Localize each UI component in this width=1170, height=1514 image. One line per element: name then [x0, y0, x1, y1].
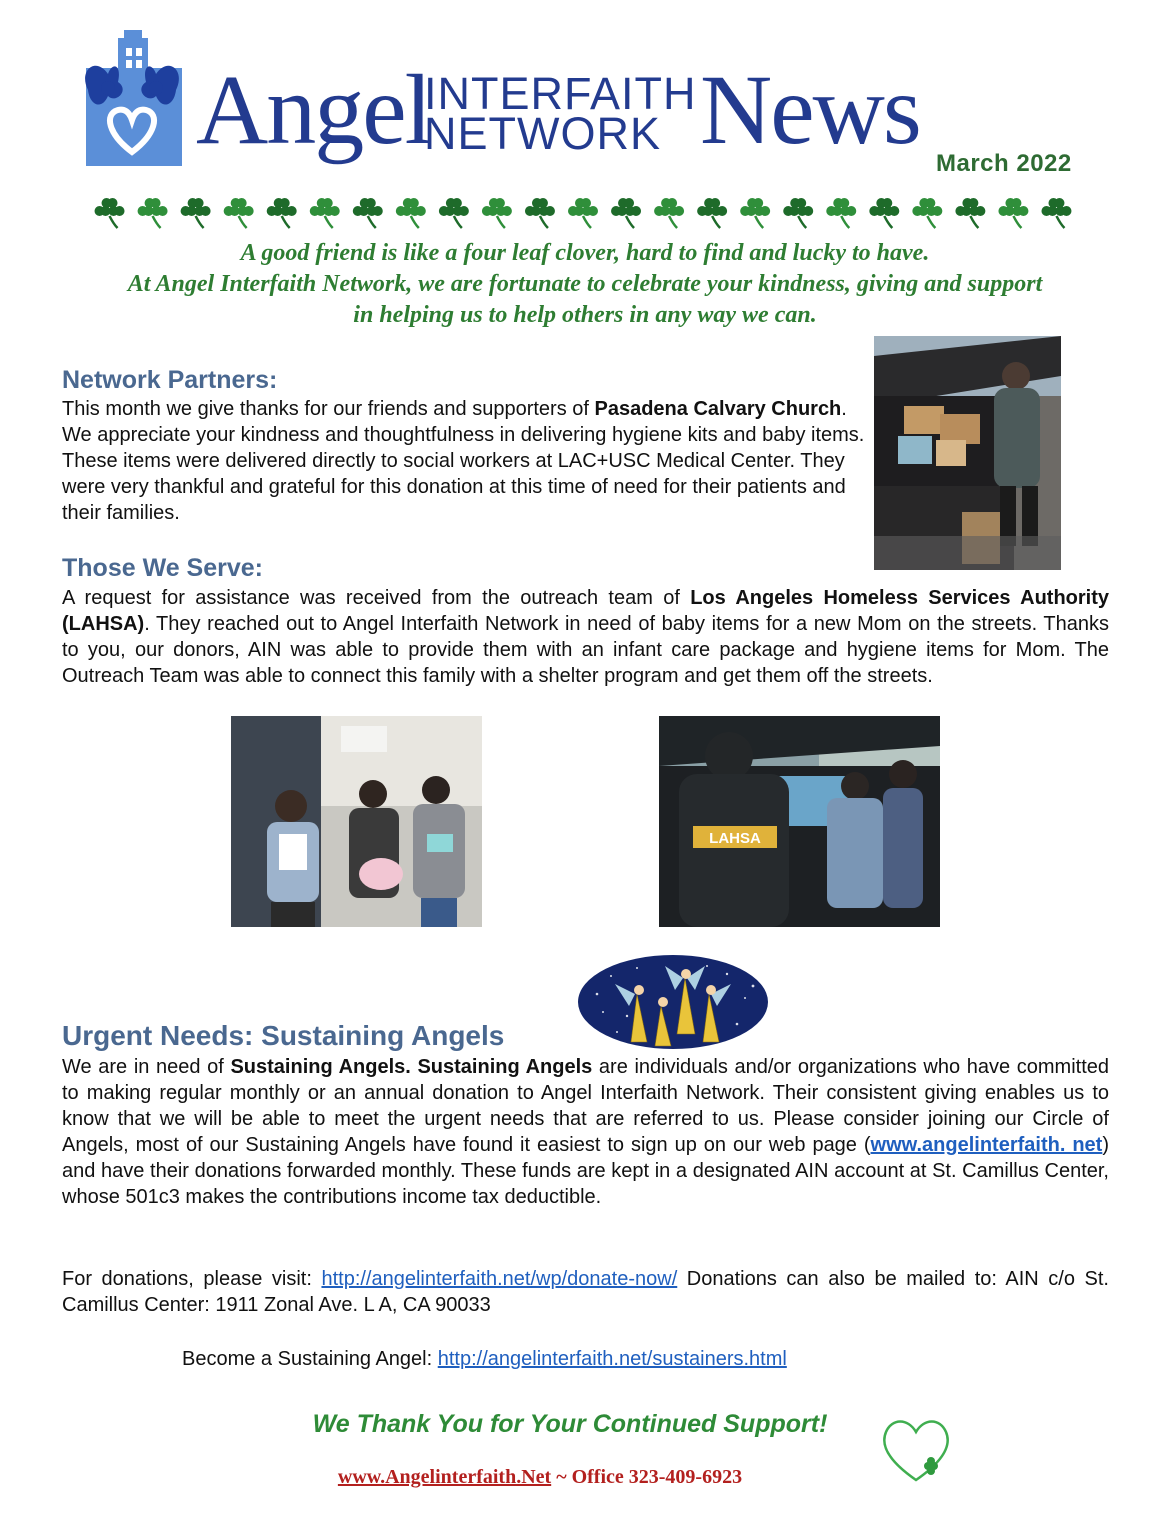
shamrock-icon [611, 198, 641, 228]
urgent-text-c: are individuals and/or organizations who have committed to making regular monthly or an annual donation to Angel Interfaith Network. Their consistent giving enables us to know that we will be able to meet the urgent needs that are referred to us. Please consider joining our Circle of Angels, most of our Sustaining Angels have found it easiest to sign up on our web page ( [62, 1056, 1109, 1156]
urgent-text [62, 1054, 1109, 1210]
donate-text [62, 1266, 1109, 1318]
footer-office: ~ Office 323-409-6923 [551, 1466, 743, 1488]
serve-title: Those We Serve: [62, 554, 264, 582]
photo-lahsa-team-at-car [659, 716, 940, 927]
website-link[interactable]: www.angelinterfaith. net [870, 1134, 1103, 1156]
shamrock-row [88, 190, 1078, 232]
footer-site-link[interactable]: www.Angelinterfaith.Net [337, 1466, 552, 1488]
serve-text [62, 585, 1109, 689]
shamrock-icon [396, 198, 426, 228]
shamrock-icon [998, 198, 1028, 228]
masthead-interfaith: INTERFAITH [424, 68, 697, 119]
urgent-bold-1: Sustaining Angels. [230, 1056, 411, 1078]
urgent-text-a: We are in need of [62, 1056, 231, 1078]
partners-church: Pasadena Calvary Church [594, 398, 842, 420]
shamrock-icon [525, 198, 555, 228]
partners-title: Network Partners: [62, 366, 278, 394]
shamrock-icon [439, 198, 469, 228]
shamrock-icon [95, 198, 125, 228]
photo-family-baby-items [231, 716, 482, 927]
shamrock-icon [482, 198, 512, 228]
footer [0, 1466, 1080, 1489]
urgent-title: Urgent Needs: Sustaining Angels [62, 1020, 505, 1051]
lahsa-jacket-text: LAHSA [709, 830, 761, 847]
motto-line-3: in helping us to help others in any way we can. [353, 302, 817, 328]
angels-circle-icon [577, 954, 769, 1050]
serve-body: . They reached out to Angel Interfaith Network in need of baby items for a new Mom on the streets. Thanks to you, our donors, AIN was able to provide them with an infant care package and hygiene items for Mom. The Outreach Team was able to connect this family with a shelter program and get them off the streets. [62, 613, 1109, 687]
become-text [182, 1346, 982, 1372]
masthead-interfaith-network [424, 68, 697, 159]
shamrock-icon [353, 198, 383, 228]
serve-intro: A request for assistance was received from the outreach team of [62, 587, 691, 609]
shamrock-icon [267, 198, 297, 228]
thank-you: We Thank You for Your Continued Support! [312, 1410, 828, 1438]
masthead-news: News [700, 54, 920, 165]
serve-org: Los Angeles Homeless Services Authority (LAHSA) [62, 587, 1110, 635]
shamrock-icon [826, 198, 856, 228]
donate-prefix: For donations, please visit: [62, 1268, 322, 1290]
angel-logo-icon [78, 30, 186, 168]
donate-link[interactable]: http://angelinterfaith.net/wp/donate-now/ [321, 1268, 678, 1290]
masthead-network: NETWORK [424, 108, 661, 159]
shamrock-icon [912, 198, 942, 228]
shamrock-icon [654, 198, 684, 228]
shamrock-icon [1041, 198, 1071, 228]
motto-line-2: At Angel Interfaith Network, we are fortunate to celebrate your kindness, giving and support [127, 271, 1043, 297]
become-prefix: Become a Sustaining Angel: [182, 1348, 438, 1370]
motto-line-1: A good friend is like a four leaf clover, hard to find and lucky to have. [240, 240, 930, 266]
urgent-text-d: ) and have their donations forwarded monthly. These funds are kept in a designated AIN account at St. Camillus Center, whose 501c3 makes the contributions income tax deductible. [62, 1134, 1109, 1208]
partners-intro: This month we give thanks for our friends and supporters of [62, 398, 595, 420]
shamrock-icon [783, 198, 813, 228]
masthead-angel: Angel [196, 54, 431, 165]
motto [30, 238, 1140, 331]
shamrock-icon [181, 198, 211, 228]
shamrock-icon [740, 198, 770, 228]
sustainers-link[interactable]: http://angelinterfaith.net/sustainers.html [437, 1348, 787, 1370]
partners-text [62, 396, 872, 526]
urgent-bold-2: Sustaining Angels [417, 1056, 593, 1078]
shamrock-icon [697, 198, 727, 228]
shamrock-icon [955, 198, 985, 228]
shamrock-icon [224, 198, 254, 228]
shamrock-icon [869, 198, 899, 228]
partners-body: . We appreciate your kindness and thoughtfulness in delivering hygiene kits and baby items. These items were delivered directly to social workers at LAC+USC Medical Center. They were very thankful and grateful for this donation at this time of need for their patients and their families. [62, 398, 865, 524]
donate-suffix: Donations can also be mailed to: AIN c/o St. Camillus Center: 1911 Zonal Ave. L A, CA 90033 [62, 1268, 1109, 1316]
shamrock-icon [568, 198, 598, 228]
photo-car-trunk-donation [874, 336, 1061, 570]
shamrock-icon [138, 198, 168, 228]
shamrock-icon [310, 198, 340, 228]
issue-date: March 2022 [936, 150, 1072, 177]
